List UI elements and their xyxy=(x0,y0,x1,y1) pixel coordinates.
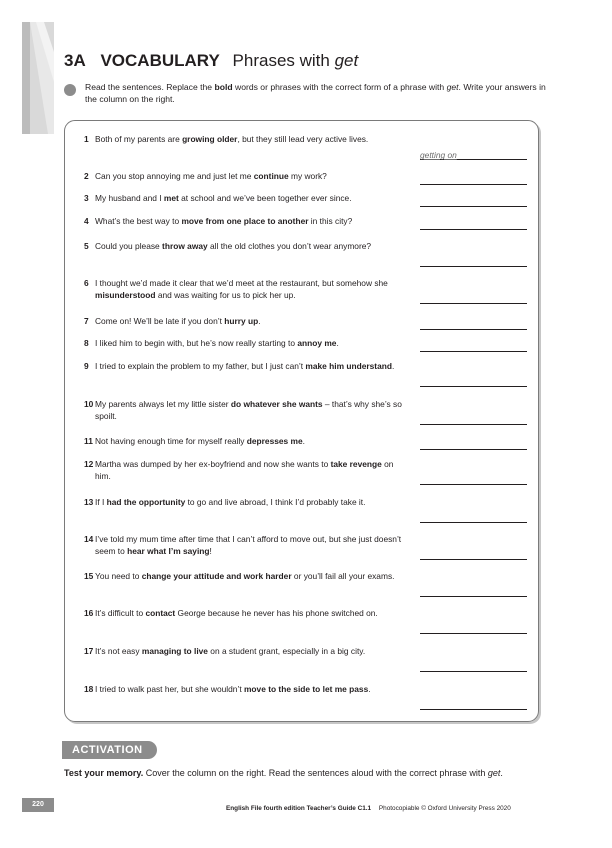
exercise-item-9 xyxy=(84,360,404,372)
item-number: 15 xyxy=(84,571,94,581)
answer-line-17[interactable] xyxy=(420,671,527,672)
exercise-item-5 xyxy=(84,240,404,252)
exercise-item-2 xyxy=(84,170,404,182)
exercise-item-4 xyxy=(84,215,404,227)
answer-line-12[interactable] xyxy=(420,484,527,485)
exercise-item-11 xyxy=(84,435,404,447)
item-sentence: Not having enough time for myself really depresses me. xyxy=(95,436,305,446)
item-sentence: I tried to walk past her, but she wouldn’t move to the side to let me pass. xyxy=(95,684,371,694)
item-number: 8 xyxy=(84,338,89,348)
answer-line-14[interactable] xyxy=(420,559,527,560)
item-number: 16 xyxy=(84,608,94,618)
page-title xyxy=(64,50,358,72)
section-word: VOCABULARY xyxy=(100,51,220,70)
section-subtitle: Phrases with get xyxy=(232,51,359,70)
exercise-item-15 xyxy=(84,570,404,582)
exercise-item-12 xyxy=(84,458,404,482)
item-number: 1 xyxy=(84,134,89,144)
exercise-item-13 xyxy=(84,496,404,508)
item-sentence: Could you please throw away all the old clothes you don’t wear anymore? xyxy=(95,241,372,251)
answer-line-2[interactable] xyxy=(420,184,527,185)
item-sentence: My parents always let my little sister do whatever she wants – that’s why she’s so spoilt. xyxy=(95,399,402,421)
exercise-item-17 xyxy=(84,645,404,657)
answer-line-18[interactable] xyxy=(420,709,527,710)
item-number: 13 xyxy=(84,497,94,507)
item-sentence: I liked him to begin with, but he’s now really starting to annoy me. xyxy=(95,338,339,348)
instructions: Read the sentences. Replace the bold words or phrases with the correct form of a phrase with get. Write your answers in the column on the right. xyxy=(85,82,546,104)
exercise-item-18 xyxy=(84,683,404,695)
section-code: 3A xyxy=(64,51,86,70)
exercise-item-3 xyxy=(84,192,404,204)
exercise-item-16 xyxy=(84,607,404,619)
footer-title: English File fourth edition Teacher’s Guide C1.1 xyxy=(226,805,372,812)
answer-line-7[interactable] xyxy=(420,329,527,330)
item-sentence: I’ve told my mum time after time that I can’t afford to move out, but she just doesn’t seem to hear what I’m saying! xyxy=(95,534,402,556)
item-sentence: Both of my parents are growing older, but they still lead very active lives. xyxy=(95,134,369,144)
item-number: 7 xyxy=(84,316,89,326)
answer-line-4[interactable] xyxy=(420,229,527,230)
example-answer: getting on xyxy=(420,150,457,160)
item-number: 14 xyxy=(84,534,94,544)
exercise-item-7 xyxy=(84,315,404,327)
exercise-item-14 xyxy=(84,533,404,557)
item-number: 6 xyxy=(84,278,89,288)
answer-line-10[interactable] xyxy=(420,424,527,425)
answer-line-16[interactable] xyxy=(420,633,527,634)
exercise-item-8 xyxy=(84,337,404,349)
exercise-item-10 xyxy=(84,398,404,422)
item-number: 4 xyxy=(84,216,89,226)
item-sentence: It’s difficult to contact George because he never has his phone switched on. xyxy=(95,608,378,618)
footer-copyright: Photocopiable © Oxford University Press 2020 xyxy=(378,805,511,812)
answer-line-5[interactable] xyxy=(420,266,527,267)
item-sentence: I tried to explain the problem to my father, but I just can’t make him understand. xyxy=(95,361,395,371)
item-sentence: If I had the opportunity to go and live abroad, I think I’d probably take it. xyxy=(95,497,366,507)
item-number: 18 xyxy=(84,684,94,694)
footer xyxy=(226,805,511,812)
instruction-bullet-icon xyxy=(64,84,76,96)
item-number: 17 xyxy=(84,646,94,656)
activation-tab: ACTIVATION xyxy=(62,741,157,759)
corner-decoration xyxy=(22,22,54,134)
item-sentence: What’s the best way to move from one place to another in this city? xyxy=(95,216,353,226)
answer-line-8[interactable] xyxy=(420,351,527,352)
item-sentence: My husband and I met at school and we’ve been together ever since. xyxy=(95,193,352,203)
activation-text: Test your memory. Cover the column on the right. Read the sentences aloud with the correct phrase with get. xyxy=(64,768,503,778)
item-number: 2 xyxy=(84,171,89,181)
item-sentence: You need to change your attitude and work harder or you’ll fail all your exams. xyxy=(95,571,395,581)
item-number: 3 xyxy=(84,193,89,203)
answer-line-6[interactable] xyxy=(420,303,527,304)
exercise-item-6 xyxy=(84,277,404,301)
exercise-item-1 xyxy=(84,133,404,145)
item-number: 12 xyxy=(84,459,94,469)
answer-line-15[interactable] xyxy=(420,596,527,597)
item-number: 5 xyxy=(84,241,89,251)
item-number: 11 xyxy=(84,436,93,446)
item-sentence: Martha was dumped by her ex-boyfriend and now she wants to take revenge on him. xyxy=(95,459,394,481)
item-sentence: Come on! We’ll be late if you don’t hurry up. xyxy=(95,316,261,326)
answer-line-11[interactable] xyxy=(420,449,527,450)
page-number: 220 xyxy=(22,798,54,812)
item-sentence: Can you stop annoying me and just let me continue my work? xyxy=(95,171,327,181)
item-sentence: I thought we’d made it clear that we’d meet at the restaurant, but somehow she misunderstood and was waiting for us to pick her up. xyxy=(95,278,388,300)
answer-line-9[interactable] xyxy=(420,386,527,387)
answer-line-13[interactable] xyxy=(420,522,527,523)
item-sentence: It’s not easy managing to live on a student grant, especially in a big city. xyxy=(95,646,366,656)
answer-line-3[interactable] xyxy=(420,206,527,207)
item-number: 10 xyxy=(84,399,94,409)
item-number: 9 xyxy=(84,361,89,371)
